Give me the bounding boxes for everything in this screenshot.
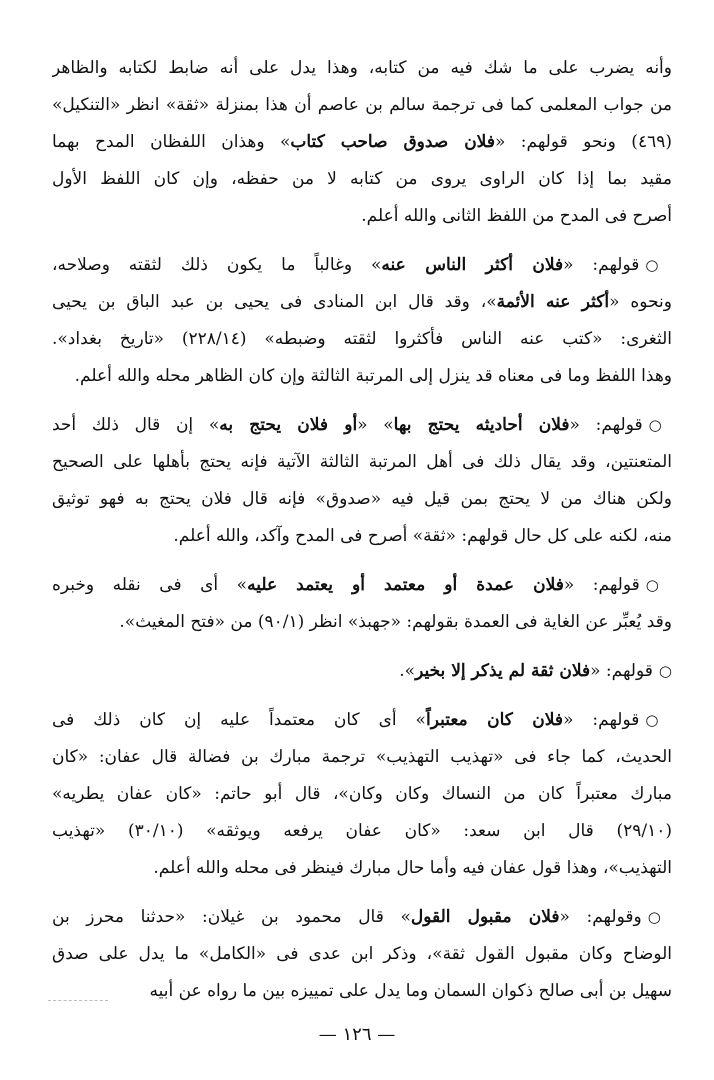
- text-run: قولهم: «: [563, 255, 640, 275]
- text-line: [52, 358, 672, 395]
- text-line: [52, 161, 672, 198]
- circle-bullet-icon: ○: [648, 416, 672, 434]
- paragraph: [52, 50, 672, 235]
- text-run: وقد يُعبِّر عن الغاية فى العمدة بقولهم: «جهبذ» انظر (٩٠/١) من «فتح المغيث».: [119, 612, 672, 632]
- paragraph: [52, 653, 672, 690]
- text-run: مقيد بما إذا كان الراوى يروى من كتابه لا من حفظه، وإن كان اللفظ الأول: [52, 169, 672, 189]
- text-run: أصرح فى المدح من اللفظ الثانى والله أعلم.: [361, 206, 672, 226]
- bold-term: أو فلان يحتج به: [219, 415, 358, 435]
- text-run: قولهم: «: [563, 710, 640, 730]
- text-run: » وغالباً ما يكون ذلك لثقته وصلاحه،: [52, 255, 382, 275]
- paragraph: [52, 247, 672, 395]
- text-run: الحديث، كما جاء فى «تهذيب التهذيب» ترجمة مبارك بن فضالة قال عفان: «كان: [52, 747, 672, 767]
- text-run: قولهم: «: [569, 415, 643, 435]
- text-line: [52, 653, 672, 690]
- text-run: سهيل بن أبى صالح ذكوان السمان وما يدل على تمييزه بين ما رواه عن أبيه: [149, 981, 672, 1001]
- text-run: من جواب المعلمى كما فى ترجمة سالم بن عاصم أن هذا بمنزلة «ثقة» انظر «التنكيل»: [52, 95, 672, 115]
- bold-term: فلان كان معتبراً: [425, 710, 564, 730]
- bold-term: أكثر عنه الأئمة: [496, 292, 610, 312]
- circle-bullet-icon: ○: [647, 908, 672, 926]
- text-run: » قال محمود بن غيلان: «حدثنا محرز بن: [52, 907, 411, 927]
- paragraph: [52, 702, 672, 887]
- text-run: قولهم: «: [563, 575, 640, 595]
- footnote-divider: [48, 1000, 108, 1001]
- text-line: [52, 776, 672, 813]
- circle-bullet-icon: ○: [658, 662, 672, 680]
- text-run: ولكن هناك من لا يحتج بمن قيل فيه «صدوق» فإنه قال فلان يحتج به فهو توثيق: [52, 489, 672, 509]
- text-run: وأنه يضرب على ما شك فيه من كتابه، وهذا يدل على أنه ضابط لكتابه والظاهر: [52, 58, 672, 78]
- text-run: »، وقد قال ابن المنادى فى يحيى بن عبد الباق بن يحيى: [52, 292, 497, 312]
- text-run: » إن قال ذلك أحد: [52, 415, 220, 435]
- text-run: وقولهم: «: [559, 907, 642, 927]
- bold-term: فلان أكثر الناس عنه: [381, 255, 564, 275]
- text-run: الوضاح وكان مقبول القول ثقة»، وذكر ابن عدى فى «الكامل» ما يدل على صدق: [52, 944, 672, 964]
- bold-term: فلان صدوق صاحب كتاب: [290, 132, 495, 152]
- text-run: (٤٦٩) ونحو قولهم: «: [494, 132, 672, 152]
- text-line: [52, 518, 672, 555]
- text-line: [52, 702, 672, 739]
- text-run: » «: [357, 415, 394, 435]
- text-run: المتعنتين، وقد يقال ذلك فى أهل المرتبة الثالثة الآتية فإنه يحتج بأهلها على الصحيح: [52, 452, 672, 472]
- text-line: [52, 850, 672, 887]
- text-run: » أى كان معتمداً عليه إن كان ذلك فى: [52, 710, 426, 730]
- bold-term: فلان عمدة أو معتمد أو يعتمد عليه: [247, 575, 564, 595]
- circle-bullet-icon: ○: [645, 576, 672, 594]
- circle-bullet-icon: ○: [645, 711, 672, 729]
- text-run: التهذيب»، وهذا قول عفان فيه وأما حال مبارك فينظر فى محله والله أعلم.: [153, 858, 672, 878]
- text-line: [52, 567, 672, 604]
- text-run: قولهم: «: [590, 661, 653, 681]
- text-line: [52, 50, 672, 87]
- text-run: وهذا اللفظ وما فى معناه قد ينزل إلى المرتبة الثالثة وإن كان الظاهر محله والله أعلم.: [74, 366, 672, 386]
- paragraph: [52, 899, 672, 1010]
- text-line: [52, 481, 672, 518]
- text-line: [52, 973, 672, 1010]
- text-run: الثغرى: «كتب عنه الناس فأكثروا لثقته وضبطه» (٢٢٨/١٤) «تاريخ بغداد».: [52, 329, 672, 349]
- text-run: » وهذان اللفظان المدح بهما: [52, 132, 291, 152]
- text-line: [52, 284, 672, 321]
- bold-term: فلان مقبول القول: [410, 907, 560, 927]
- page-body: [52, 50, 672, 1022]
- text-run: » أى فى نقله وخبره: [52, 575, 248, 595]
- text-line: [52, 604, 672, 641]
- text-line: [52, 87, 672, 124]
- bold-term: فلان أحاديثه يحتج بها: [393, 415, 570, 435]
- bold-term: فلان ثقة لم يذكر إلا بخير: [415, 661, 591, 681]
- text-line: [52, 899, 672, 936]
- text-run: ».: [399, 661, 416, 681]
- circle-bullet-icon: ○: [645, 256, 672, 274]
- text-run: مبارك معتبراً كان من النساك وكان وكان»، قال أبو حاتم: «كان عفان يطريه»: [52, 784, 672, 804]
- text-line: [52, 444, 672, 481]
- text-line: [52, 124, 672, 161]
- text-run: منه، لكنه على كل حال قولهم: «ثقة» أصرح فى المدح وآكد، والله أعلم.: [173, 526, 672, 546]
- text-line: [52, 813, 672, 850]
- text-line: [52, 739, 672, 776]
- page-number: — ١٢٦ —: [318, 1024, 396, 1045]
- text-run: (٢٩/١٠) قال ابن سعد: «كان عفان يرفعه ويوثقه» (٣٠/١٠) «تهذيب: [52, 821, 672, 841]
- text-line: [52, 247, 672, 284]
- text-line: [52, 321, 672, 358]
- text-line: [52, 407, 672, 444]
- paragraph: [52, 567, 672, 641]
- text-line: [52, 198, 672, 235]
- paragraph: [52, 407, 672, 555]
- text-run: ونحوه «: [609, 292, 672, 312]
- text-line: [52, 936, 672, 973]
